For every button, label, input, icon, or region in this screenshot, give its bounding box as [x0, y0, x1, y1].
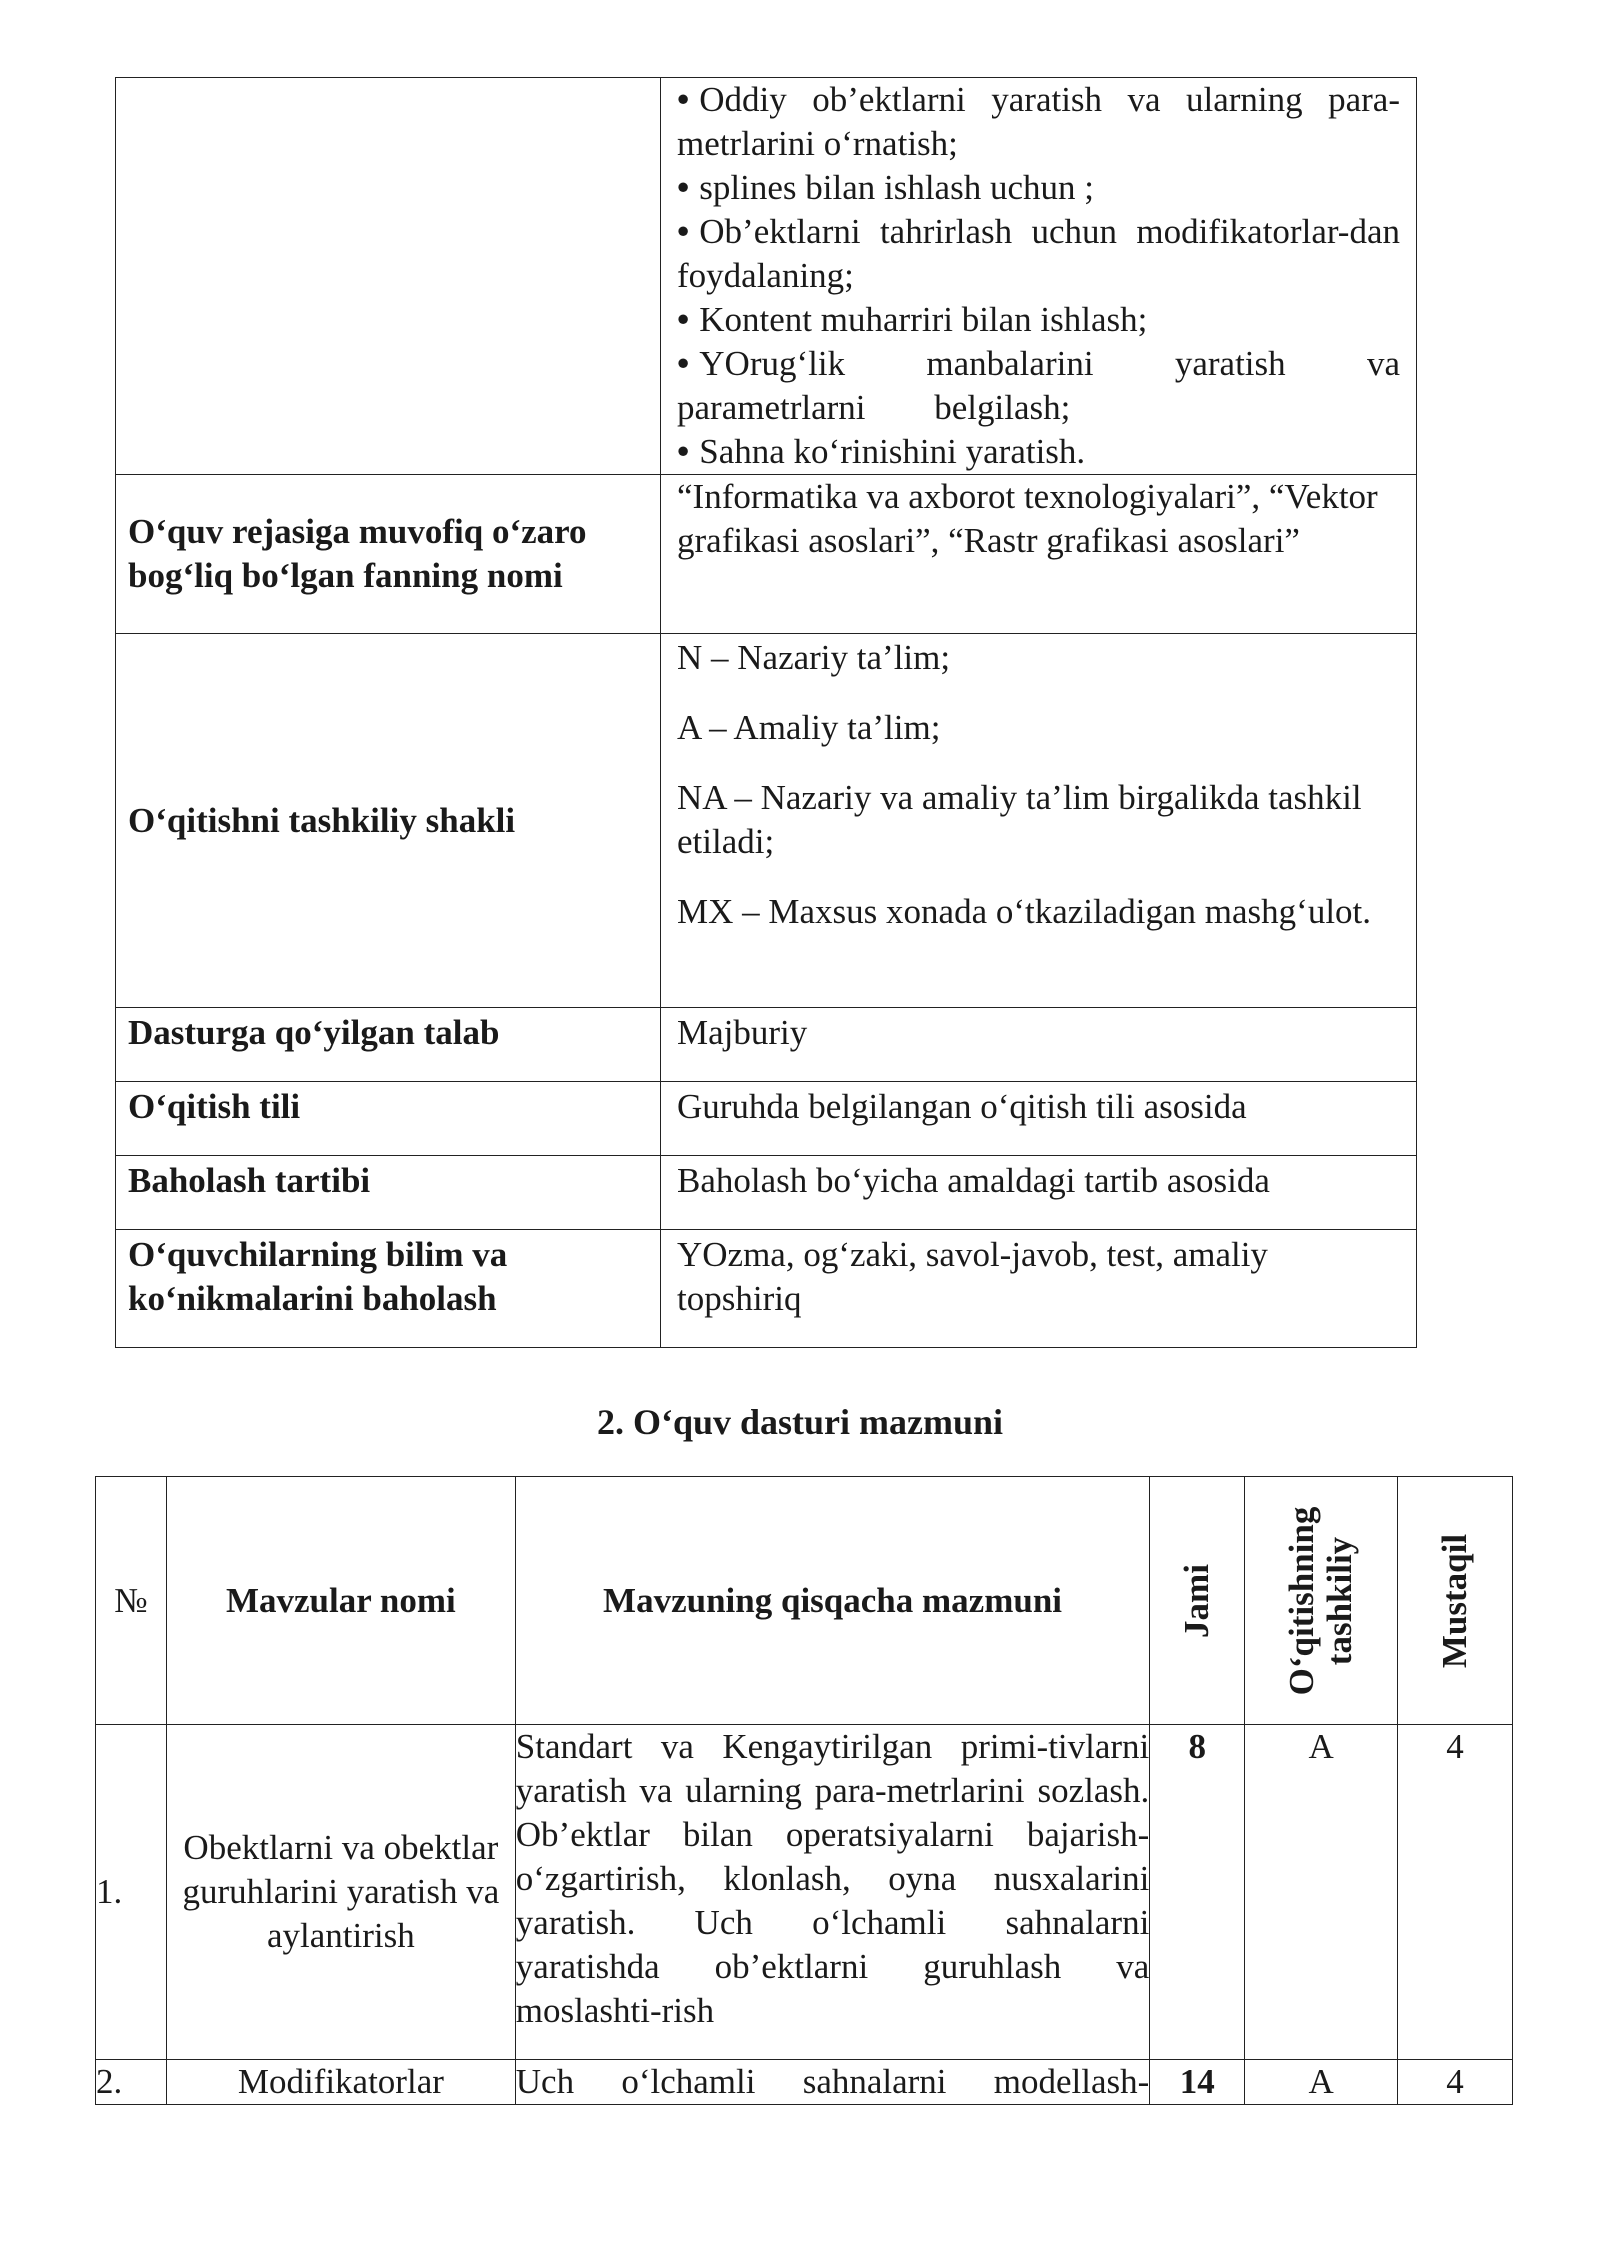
column-header-total: [1150, 1477, 1245, 1725]
bullet-icon: •: [677, 212, 690, 251]
total-hours: 8: [1150, 1725, 1245, 2060]
list-item: [677, 78, 1400, 166]
column-header-topic-summary: Mavzuning qisqacha mazmuni: [515, 1477, 1150, 1725]
grading-order-value: Baholash bo‘yicha amaldagi tartib asosida: [661, 1156, 1417, 1230]
empty-label-cell: [116, 78, 661, 475]
column-header-training-form: [1245, 1477, 1398, 1725]
topic-summary-text: Uch o‘lchamli sahnalarni modellash-: [515, 2062, 1150, 2101]
training-form-label: O‘qitishni tashkiliy shakli: [116, 634, 661, 1008]
independent-hours: 4: [1398, 2060, 1513, 2105]
topic-name: Obektlarni va obektlar guruhlarini yaratish va aylantirish: [166, 1725, 515, 2060]
total-hours: 14: [1150, 2060, 1245, 2105]
list-item-text: splines bilan ishlash uchun ;: [699, 168, 1094, 207]
column-header-total-text: Jami: [1177, 1563, 1217, 1638]
table-row: [96, 2060, 1513, 2105]
list-item-text: Ob’ektlarni tahrirlash uchun modifikatorlar-dan foydalaning;: [677, 212, 1400, 295]
list-item-text: YOrug‘lik manbalarini yaratish va parametrlarni belgilash;: [677, 344, 1400, 427]
table-row: [116, 1156, 1417, 1230]
table-row: [116, 1082, 1417, 1156]
table-row: [116, 1008, 1417, 1082]
skills-list-cell: [661, 78, 1417, 475]
list-item: MX – Maxsus xonada o‘tkaziladigan mashg‘ulot.: [677, 892, 1372, 931]
column-header-independent-text: Mustaqil: [1435, 1533, 1475, 1668]
training-form: A: [1245, 1725, 1398, 2060]
header-line: tashkiliy: [1320, 1536, 1360, 1665]
row-number: 2.: [96, 2060, 167, 2105]
list-item-text: Oddiy ob’ektlarni yaratish va ularning para-metrlarini o‘rnatish;: [677, 80, 1400, 163]
table-row: [96, 1725, 1513, 2060]
bullet-icon: •: [677, 300, 690, 339]
training-form: A: [1245, 2060, 1398, 2105]
related-subject-label: O‘quv rejasiga muvofiq o‘zaro bog‘liq bo‘lgan fanning nomi: [116, 475, 661, 634]
list-item: N – Nazariy ta’lim;: [677, 638, 951, 677]
list-item: [677, 298, 1400, 342]
training-form-value: [661, 634, 1417, 1008]
topic-summary: Standart va Kengaytirilgan primi-tivlarni yaratish va ularning para-metrlarini sozlash. Ob’ektlar bilan operatsiyalarni bajarish-o‘zgartirish, klonlash, oyna nusxalarini yaratish. Uch o‘lchamli sahnalarni yaratishda ob’ektlarni guruhlash va moslashti-rish: [515, 1725, 1150, 2060]
assessment-label: O‘quvchilarning bilim va ko‘nikmalarini baholash: [116, 1230, 661, 1348]
topic-summary: [515, 2060, 1150, 2105]
independent-hours: 4: [1398, 1725, 1513, 2060]
list-item-text: Sahna ko‘rinishini yaratish.: [699, 432, 1086, 471]
course-info-table: [115, 77, 1417, 1348]
table-header-row: [96, 1477, 1513, 1725]
topic-name: Modifikatorlar: [166, 2060, 515, 2105]
bullet-icon: •: [677, 80, 690, 119]
language-label: O‘qitish tili: [116, 1082, 661, 1156]
language-value: Guruhda belgilangan o‘qitish tili asosida: [661, 1082, 1417, 1156]
bullet-icon: •: [677, 344, 690, 383]
section-title: 2. O‘quv dasturi mazmuni: [596, 1402, 1004, 1442]
requirement-value: Majburiy: [661, 1008, 1417, 1082]
list-item: [677, 166, 1400, 210]
bullet-icon: •: [677, 168, 690, 207]
requirement-label: Dasturga qo‘yilgan talab: [116, 1008, 661, 1082]
list-item: [677, 430, 1400, 474]
list-item: A – Amaliy ta’lim;: [677, 708, 941, 747]
table-row: [116, 1230, 1417, 1348]
grading-order-label: Baholash tartibi: [116, 1156, 661, 1230]
column-header-independent: [1398, 1477, 1513, 1725]
table-row: [116, 475, 1417, 634]
list-item: [677, 210, 1400, 298]
header-line: O‘qitishning: [1282, 1506, 1322, 1695]
table-row: [116, 78, 1417, 475]
related-subject-value: “Informatika va axborot texnologiyalari”, “Vektor grafikasi asoslari”, “Rastr grafikasi asoslari”: [661, 475, 1417, 634]
assessment-value: YOzma, og‘zaki, savol-javob, test, amaliy topshiriq: [661, 1230, 1417, 1348]
list-item-text: Kontent muharriri bilan ishlash;: [699, 300, 1148, 339]
column-header-number: №: [96, 1477, 167, 1725]
bullet-icon: •: [677, 432, 690, 471]
column-header-topic-name: Mavzular nomi: [166, 1477, 515, 1725]
column-header-training-form-text: [1283, 1506, 1359, 1695]
curriculum-content-table: [95, 1476, 1513, 2105]
list-item: NA – Nazariy va amaliy ta’lim birgalikda tashkil etiladi;: [677, 778, 1362, 861]
list-item: [677, 342, 1400, 430]
table-row: [116, 634, 1417, 1008]
row-number: 1.: [96, 1725, 167, 2060]
